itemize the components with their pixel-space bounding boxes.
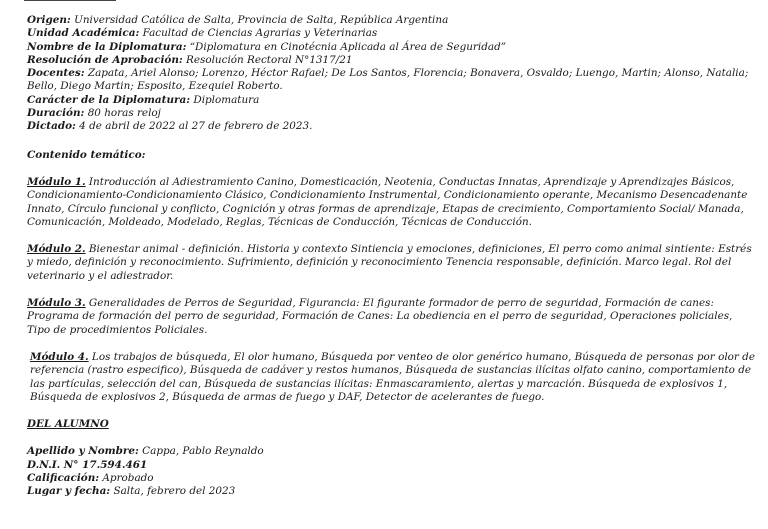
nombre-diplomatura-line (27, 41, 755, 54)
alumno-calificacion-label: Calificación: (27, 472, 100, 485)
docentes-line (27, 67, 755, 94)
docentes-value: Zapata, Ariel Alonso; Lorenzo, Héctor Rafael; De Los Santos, Florencia; Bonavera, Osvaldo; Luengo, Martin; Alonso, Natalia; Bello, Diego Martin; Esposito, Ezequiel Roberto. (27, 67, 749, 93)
alumno-lugar-value: Salta, febrero del 2023 (113, 485, 236, 498)
certificate-document (27, 14, 755, 499)
alumno-nombre-value: Cappa, Pablo Reynaldo (142, 445, 264, 458)
alumno-nombre-line (27, 445, 755, 458)
alumno-lugar-line (27, 485, 755, 498)
docentes-label: Docentes: (27, 67, 85, 80)
alumno-title: DEL ALUMNO (27, 418, 109, 431)
caracter-label: Carácter de la Diplomatura: (27, 93, 191, 106)
modulo-1-label: Módulo 1. (27, 175, 86, 188)
contenido-title: Contenido temático: (27, 148, 146, 161)
resolucion-line (27, 54, 755, 67)
unidad-label: Unidad Académica: (27, 27, 140, 40)
modulo-1 (27, 176, 755, 229)
modulo-2-label: Módulo 2. (27, 243, 86, 256)
origen-value: Universidad Católica de Salta, Provincia de Salta, República Argentina (74, 14, 449, 26)
unidad-value: Facultad de Ciencias Agrarias y Veterinarias (142, 27, 378, 40)
modulo-1-text: Introducción al Adiestramiento Canino, Domesticación, Neotenia, Conductas Innatas, Aprendizaje y Aprendizajes Básicos, Condicionamiento-Condicionamiento Clásico, Condicionamiento Instrumental, Condicionamiento operante, Mecanismo Desencadenante Innato, Círculo funcional y conflicto, Cognición y otras formas de aprendizaje, Etapas de crecimiento, Comportamiento Social/ Manada, Comunicación, Moldeado, Modelado, Reglas, Técnicas de Conducción, Técnicas de Conducción. (27, 175, 748, 228)
modulo-2 (27, 243, 755, 283)
modulo-3-text: Generalidades de Perros de Seguridad, Figurancia: El figurante formador de perro de seguridad, Formación de canes: Programa de formación del perro de seguridad, Formación de Canes: La obediencia en el perro de seguridad, Operaciones policiales, Tipo de procedimientos Policiales. (27, 297, 733, 336)
caracter-line (27, 94, 755, 107)
caracter-value: Diplomatura (193, 93, 260, 106)
modulo-4-label: Módulo 4. (30, 350, 89, 363)
unidad-line (27, 27, 755, 40)
top-rule (24, 0, 116, 1)
modulo-4-text: Los trabajos de búsqueda, El olor humano, Búsqueda por venteo de olor genérico humano, Búsqueda de personas por olor de referencia (rastro especifico), Búsqueda de cadáver y restos humanos, Búsqueda de sustancias ilícitas olfato canino, comportamiento de las partículas, selección del can, Búsqueda de sustancias ilícitas: Enmascaramiento, alertas y marcación. Búsqueda de explosivos 1, Búsqueda de explosivos 2, Búsqueda de armas de fuego y DAF, Detector de acelerantes de fuego. (30, 350, 755, 403)
alumno-nombre-label: Apellido y Nombre: (27, 445, 139, 458)
dictado-value: 4 de abril de 2022 al 27 de febrero de 2023. (79, 120, 313, 133)
duracion-line (27, 107, 755, 120)
alumno-calificacion-line (27, 472, 755, 485)
duracion-value: 80 horas reloj (87, 107, 161, 120)
alumno-dni: D.N.I. N° 17.594.461 (27, 458, 148, 471)
dictado-line (27, 120, 755, 133)
modulo-2-text: Bienestar animal - definición. Historia y contexto Sintiencia y emociones, definiciones, El perro como animal sintiente: Estrés y miedo, definición y reconocimiento. Sufrimiento, definición y reconocimiento Tenencia responsable, definición. Marco legal. Rol del veterinario y el adiestrador. (27, 243, 752, 282)
modulo-3-label: Módulo 3. (27, 297, 86, 310)
modulo-3 (27, 297, 755, 337)
resolucion-value: Resolución Rectoral N°1317/21 (186, 53, 353, 66)
origen-line (27, 14, 755, 27)
nombre-diplomatura-value: “Diplomatura en Cinotécnia Aplicada al Área de Seguridad” (189, 40, 507, 53)
modulo-4 (27, 351, 755, 404)
origen-label: Origen: (27, 14, 71, 26)
duracion-label: Duración: (27, 107, 85, 120)
nombre-diplomatura-label: Nombre de la Diplomatura: (27, 40, 187, 53)
alumno-calificacion-value: Aprobado (102, 472, 154, 485)
alumno-lugar-label: Lugar y fecha: (27, 485, 111, 498)
resolucion-label: Resolución de Aprobación: (27, 53, 183, 66)
dictado-label: Dictado: (27, 120, 76, 133)
